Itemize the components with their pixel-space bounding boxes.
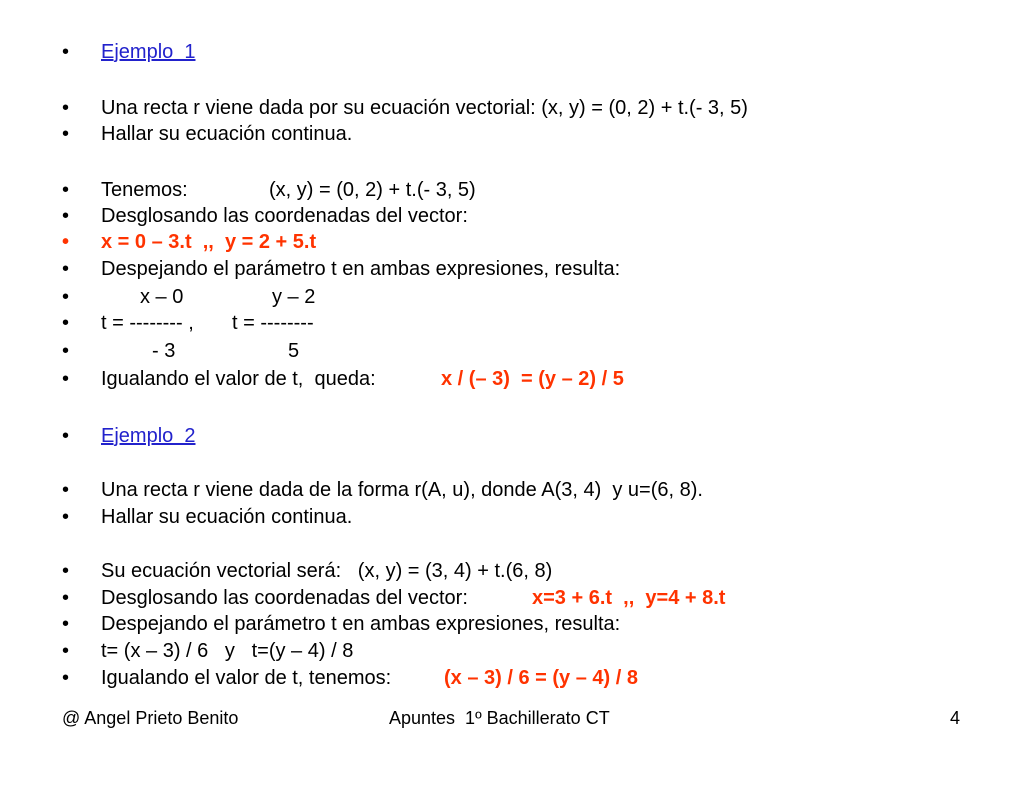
ex1-title-link[interactable]: Ejemplo 1 — [101, 41, 196, 63]
ex2-task: Hallar su ecuación continua. — [101, 506, 353, 528]
bullet: • — [62, 667, 70, 689]
ex1-igualando-label: Igualando el valor de t, queda: — [101, 368, 376, 390]
ex1-denominator-x: - 3 — [152, 340, 176, 362]
footer-author: @ Angel Prieto Benito — [62, 708, 239, 728]
bullet: • — [62, 286, 70, 308]
ex2-title-link[interactable]: Ejemplo 2 — [101, 425, 196, 447]
footer-course: Apuntes 1º Bachillerato CT — [389, 708, 610, 728]
ex2-vectorial-line — [62, 558, 553, 584]
ex1-param-line — [62, 229, 317, 255]
ex1-numerator-y: y – 2 — [272, 286, 316, 308]
bullet: • — [62, 560, 70, 582]
ex2-param-equation: x=3 + 6.t ,, y=4 + 8.t — [532, 587, 726, 609]
ex1-despejando-line — [62, 256, 621, 282]
ex1-tenemos-line — [62, 177, 476, 203]
ex2-desglose-label: Desglosando las coordenadas del vector: — [101, 587, 468, 609]
bullet: • — [62, 41, 70, 63]
bullet: • — [62, 179, 70, 201]
bullet: • — [62, 231, 70, 253]
bullet: • — [62, 425, 70, 447]
ex2-statement-line — [62, 477, 703, 503]
ex2-t-values-line — [62, 638, 354, 664]
ex1-numerators-line — [62, 284, 316, 310]
ex2-statement: Una recta r viene dada de la forma r(A, u), donde A(3, 4) y u=(6, 8). — [101, 479, 703, 501]
ex1-tenemos-label: Tenemos: — [101, 179, 188, 201]
ex1-result: x / (– 3) = (y – 2) / 5 — [441, 368, 624, 390]
ex1-igualando-line — [62, 366, 624, 392]
bullet: • — [62, 640, 70, 662]
bullet: • — [62, 479, 70, 501]
ex1-task: Hallar su ecuación continua. — [101, 123, 353, 145]
ex1-title-line — [62, 39, 196, 65]
ex1-tenemos-equation: (x, y) = (0, 2) + t.(- 3, 5) — [269, 179, 476, 201]
ex2-vectorial: Su ecuación vectorial será: (x, y) = (3, 4) + t.(6, 8) — [101, 560, 553, 582]
ex2-title-line — [62, 423, 196, 449]
ex1-desglose: Desglosando las coordenadas del vector: — [101, 205, 468, 227]
bullet: • — [62, 340, 70, 362]
footer-page-number: 4 — [950, 708, 961, 728]
ex1-despejando: Despejando el parámetro t en ambas expresiones, resulta: — [101, 258, 621, 280]
bullet: • — [62, 97, 70, 119]
bullet: • — [62, 506, 70, 528]
ex1-desglose-line — [62, 203, 468, 229]
ex1-param-equation: x = 0 – 3.t ,, y = 2 + 5.t — [101, 231, 317, 253]
bullet: • — [62, 368, 70, 390]
ex1-fraction-t1: t = -------- , — [101, 312, 194, 334]
ex1-task-line — [62, 121, 353, 147]
ex1-denominators-line — [62, 338, 300, 364]
ex1-numerator-x: x – 0 — [140, 286, 184, 308]
ex2-t-values: t= (x – 3) / 6 y t=(y – 4) / 8 — [101, 640, 354, 662]
ex2-igualando-label: Igualando el valor de t, tenemos: — [101, 667, 392, 689]
bullet: • — [62, 205, 70, 227]
ex1-statement: Una recta r viene dada por su ecuación vectorial: (x, y) = (0, 2) + t.(- 3, 5) — [101, 97, 748, 119]
bullet: • — [62, 587, 70, 609]
ex2-task-line — [62, 504, 353, 530]
ex2-igualando-line — [62, 665, 638, 691]
ex2-result: (x – 3) / 6 = (y – 4) / 8 — [444, 667, 638, 689]
ex1-statement-line — [62, 95, 748, 121]
bullet: • — [62, 123, 70, 145]
ex2-desglose-line — [62, 585, 726, 611]
ex2-despejando-line — [62, 611, 621, 637]
ex1-fraction-t2: t = -------- — [232, 312, 314, 334]
bullet: • — [62, 613, 70, 635]
ex1-fraction-line — [62, 310, 314, 336]
ex2-despejando: Despejando el parámetro t en ambas expresiones, resulta: — [101, 613, 621, 635]
bullet: • — [62, 258, 70, 280]
bullet: • — [62, 312, 70, 334]
ex1-denominator-y: 5 — [288, 340, 300, 362]
